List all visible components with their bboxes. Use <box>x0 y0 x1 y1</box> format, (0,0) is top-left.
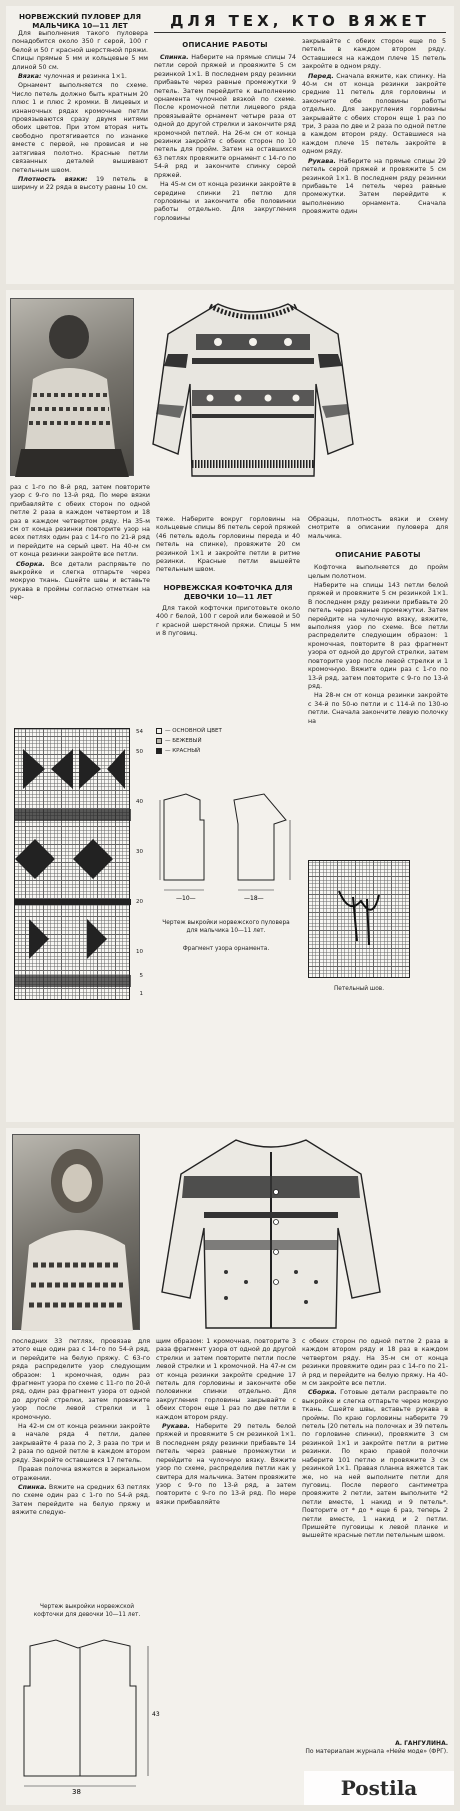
column-3 <box>302 1338 448 1738</box>
cardigan-illustration <box>156 1132 386 1332</box>
intro-text: Для выполнения такого пуловера понадобится около 350 г серой, 100 г белой и 50 г красной шерстяной пряжи. Спицы прямые 5 мм и кольцевые 5 мм длиной 50 см. <box>12 30 148 71</box>
density-lead: Плотность вязки: <box>18 175 88 183</box>
block-title-boy: НОРВЕЖСКИЙ ПУЛОВЕР ДЛЯ МАЛЬЧИКА 10—11 ЛЕТ <box>19 12 141 30</box>
col3-a: закрывайте с обеих сторон еще по 5 петель в каждом втором ряду. Оставшиеся на каждом плече 15 петель закройте в одном ряду. <box>302 38 446 71</box>
header-rule <box>154 32 446 33</box>
col3-text: с обеих сторон по одной петле 2 раза в каждом втором ряду и 18 раз в каждом четвертом ряду. На 35-м см от конца резинки провяжите один раз с 14-го по 21-й ряд и перейдите на белую пряжу. На 40-м см закройте все петли. <box>302 1338 448 1388</box>
source: По материалам журнала «Нейе моде» (ФРГ). <box>305 1748 448 1755</box>
column-3 <box>302 38 446 280</box>
chart-legend <box>156 726 296 756</box>
assembly-text: Готовые детали расправьте по выкройке и слегка отпарьте через мокрую ткань. Сшейте швы, вставьте рукава в проймы. По краю горловины наберите 79 петель (20 петель на полочках и 39 петель по горловине спинки), провяжите 3 см резинкой 1×1 и закройте петли в ритме резинки. По краю правой полочки наберите 101 петлю и провяжите 3 см резинкой 1×1. Правая планка вяжется так же, но на ней выполните петли для пуговиц. После первого сантиметра провяжите 2 петли, затем выполните *2 петли вместе, 1 накид и 9 петель*. Повторите от * до * еще 6 раз, теперь 2 петли вместе, 1 накид и 2 петли. Пришейте пуговицы к левой планке и вышейте красные петли петельным швом. <box>302 1389 448 1540</box>
density-text: 19 петель в ширину и 22 ряда в высоту равны 10 см. <box>12 175 148 192</box>
chart-num-50: 50 <box>136 749 143 755</box>
knit-text: чулочная и резинка 1×1. <box>43 73 127 81</box>
svg-text:—18—: —18— <box>244 895 264 902</box>
sweater-illustration <box>148 294 358 484</box>
fragment-caption: Фрагмент узора орнамента. <box>182 946 270 952</box>
sleeve-text: Наберите на прямые спицы 29 петель серой пряжей и провяжите 5 см резинкой 1×1. В последнем ряду резинки прибавьте 14 петель через равные промежутки. Затем перейдите к выполнению орнамента. Сначала провяжите один <box>302 157 446 216</box>
block-title-girl: НОРВЕЖСКАЯ КОФТОЧКА ДЛЯ ДЕВОЧКИ 10—11 ЛЕТ <box>163 582 293 601</box>
legend-red: — КРАСНЫЙ <box>165 748 201 754</box>
author: А. ГАНГУЛИНА. <box>395 1740 448 1747</box>
front-lead: Перед. <box>308 72 334 80</box>
col1-c: Правая полочка вяжется в зеркальном отражении. <box>12 1466 150 1482</box>
column-2 <box>156 1338 296 1638</box>
chart-num-40: 40 <box>136 799 143 805</box>
panel-girl-cardigan <box>6 1128 454 1805</box>
pattern-caption-boy: Чертеж выкройки норвежского пуловера для мальчика 10—11 лет. <box>162 920 290 934</box>
chart-num-10: 10 <box>136 949 143 955</box>
chart-num-30: 30 <box>136 849 143 855</box>
front-text: Сначала вяжите, как спинку. На 40-м см от конца резинки закройте средние 11 петель для горловины и закончите обе половины работы отдельно. Для закругления горловины закрывайте с обеих сторон еще 1 раз по три, 3 раза по две и 2 раза по одной петле в каждом втором ряду. Оставшиеся на каждом плече 15 петель закройте в одном ряду. <box>302 72 446 156</box>
column-2 <box>156 516 300 720</box>
legend-main: — ОСНОВНОЙ ЦВЕТ <box>165 728 222 734</box>
col3-b: Кофточка выполняется до пройм целым полотном. <box>308 564 448 580</box>
col1-b: На 42-м см от конца резинки закройте в начале ряда 4 петли, далее закрывайте 4 раза по 2, 3 раза по три и 2 раза по одной петле в каждом втором ряду. Закройте оставшиеся 17 петель. <box>12 1423 150 1464</box>
pattern-caption-girl: Чертеж выкройки норвежской кофточки для девочки 10—11 лет. <box>33 1604 141 1618</box>
legend-beige: — БЕЖЕВЫЙ <box>165 738 202 744</box>
neck-text: На 45-м см от конца резинки закройте в середине спинки 21 петлю для горловины и закончите обе половинки работы отдельно. Для закругления горловины <box>154 181 296 222</box>
col3-d: На 28-м см от конца резинки закройте с 34-й по 50-ю петли и с 114-й по 130-ю петли. Сначала закончите левую полочку на <box>308 692 448 725</box>
chart-num-20: 20 <box>136 899 143 905</box>
svg-text:43: 43 <box>152 1711 160 1718</box>
watermark-logo: Postila <box>304 1771 454 1805</box>
girl-intro: Для такой кофточки приготовьте около 400 г белой, 100 г серой или бежевой и 50 г красной шерстяной пряжи. Спицы 5 мм и 8 пуговиц. <box>156 604 300 638</box>
stitch-diagram <box>308 860 410 978</box>
assembly-lead: Сборка. <box>308 1389 337 1397</box>
back-lead: Спинка. <box>160 54 189 61</box>
chart-num-5: 5 <box>139 973 143 979</box>
back-text: Наберите на прямые спицы 74 петли серой пряжей и провяжите 5 см резинкой 1×1. В последнем ряду резинки прибавьте через равные промежутки 9 петель. Затем перейдите к выполнению орнамента чулочной вязкой по схеме. После кромочной петли лицевого ряда провязывайте орнамент четыре раза от одной до другой стрелки и закончите ряд кромочной петлей. На 26-м см от конца резинки закройте с обеих сторон по 10 петель для пройм. Затем на оставшихся 63 петлях провяжите орнамент с 14-го по 54-й ряд и закончите спинку серой пряжей. <box>154 54 296 179</box>
legend-swatch-main <box>156 728 162 734</box>
col3-c: Наберите на спицы 143 петли белой пряжей и провяжите 5 см резинкой 1×1. В последнем ряду резинки прибавьте 20 петель через равные промежутки. Затем перейдите на чулочную вязку, вяжите, выполняя узор по схеме. Все петли распределите следующим образом: 1 кромочная, повторите 8 раз фрагмент узора от одной до другой стрелки, затем повторите узор после левой стрелки и 1 кромочную. Вяжите один раз с 1-го по 13-й ряд, затем повторите с 9-го по 13-й ряд. <box>308 582 448 690</box>
column-1 <box>12 1338 150 1594</box>
back-text: Вяжите на средних 63 петлях по схеме один раз с 1-го по 54-й ряд. Затем перейдите на белую пряжу и вяжите следую- <box>12 1483 150 1517</box>
column-1 <box>12 12 148 280</box>
desc-title: ОПИСАНИЕ РАБОТЫ <box>182 41 268 49</box>
column-2 <box>154 38 296 280</box>
assembly-lead: Сборка. <box>16 560 45 568</box>
credits <box>302 1740 448 1756</box>
desc-title: ОПИСАНИЕ РАБОТЫ <box>335 551 421 560</box>
col1-text: раз с 1-го по 8-й ряд, затем повторите узор с 9-го по 13-й ряд. По мере вязки прибавляйте с обеих сторон по одной петле 2 раза в каждом четвертом и 18 раз в каждом четвертом ряду. На 35-м см от конца резинки повторите узор на всех петлях один раз с 14-го по 21-й ряд и перейдите на серый цвет. На 40-м см от конца резинки закройте все петли. <box>10 484 150 559</box>
photo-boy <box>10 298 134 476</box>
ornament-chart <box>14 728 143 1000</box>
stitch-caption: Петельный шов. <box>333 986 385 992</box>
page-header: ДЛЯ ТЕХ, КТО ВЯЖЕТ <box>170 12 430 30</box>
pattern-drawing-girl <box>16 1626 166 1796</box>
col2-text: теже. Наберите вокруг горловины на кольцевые спицы 86 петель серой пряжей (46 петель вдоль горловины переда и 40 петель на спинке), провяжите 20 см резинкой 1×1 и закройте петли в ритме резинки. Красные петли вышейте петельным швом. <box>156 516 300 574</box>
col1-text: последних 33 петлях, провязав для этого еще один раз с 14-го по 54-й ряд, и перейдите на белую пряжу. С 63-го ряда распределите узор следующим образом: 1 кромочная, один раз фрагмент узора по схеме с 11-го по 20-й ряд, один раз фрагмент узора от одной до другой стрелки, затем провяжите узор после левой стрелки и 1 кромочную. <box>12 1338 150 1421</box>
svg-text:—10—: —10— <box>176 895 196 902</box>
svg-text:38: 38 <box>72 1788 81 1796</box>
back-lead: Спинка. <box>18 1483 47 1491</box>
ornament-text: Орнамент выполняется по схеме. Число петель должно быть кратным 20 плюс 1 и плюс 2 кромки. В лицевых и изнаночных рядах кромочные петли провязываются сразу двумя нитями обоих цветов. При этом вторая нить свободно протягивается по изнанке вместе с первой, не провисая и не затягивая полотно. Красные петли связанных деталей вышивают петельным швом. <box>12 82 148 174</box>
sleeve-lead: Рукава. <box>308 157 336 165</box>
sleeve-lead: Рукава. <box>162 1423 190 1431</box>
legend-swatch-beige <box>156 738 162 744</box>
column-1 <box>10 484 150 724</box>
panel-boy-pullover-continued <box>6 290 454 1122</box>
legend-swatch-red <box>156 748 162 754</box>
chart-num-1: 1 <box>139 991 143 997</box>
column-3 <box>308 516 448 846</box>
assembly-text: Все детали распрявьте по выкройке и слегка отпарьте через мокрую ткань. Сшейте швы и вставьте рукава в проймы согласно отметкам на чер- <box>10 560 150 602</box>
photo-girl <box>12 1134 140 1330</box>
sleeve-text: Наберите 29 петель белой пряжей и провяжите 5 см резинкой 1×1. В последнем ряду резинки прибавьте 14 петель через равные промежутки и перейдите на чулочную вязку. Вяжите узор по схеме, распределив петли как у свитера для мальчика. Затем провяжите узор с 9-го по 13-й ряд, а затем повторите с 9-го по 13-й ряд. По мере вязки прибавляйте <box>156 1423 296 1506</box>
pattern-drawing-boy <box>156 780 296 910</box>
chart-num-54: 54 <box>136 729 143 735</box>
col2-text: щим образом: 1 кромочная, повторите 3 раза фрагмент узора от одной до другой стрелки и затем повторите петли после левой стрелки и 1 кромочной. На 47-м см от конца резинки закройте средние 17 петель для горловины и закончите обе половинки спинки отдельно. Для закругления горловины закрывайте с обеих сторон еще 1 раз по две петли в каждом втором ряду. <box>156 1338 296 1421</box>
col3-a: Образцы, плотность вязки и схему смотрите в описании пуловера для мальчика. <box>308 516 448 540</box>
knit-lead: Вязка: <box>18 73 42 81</box>
panel-boy-pullover-intro <box>6 6 454 284</box>
